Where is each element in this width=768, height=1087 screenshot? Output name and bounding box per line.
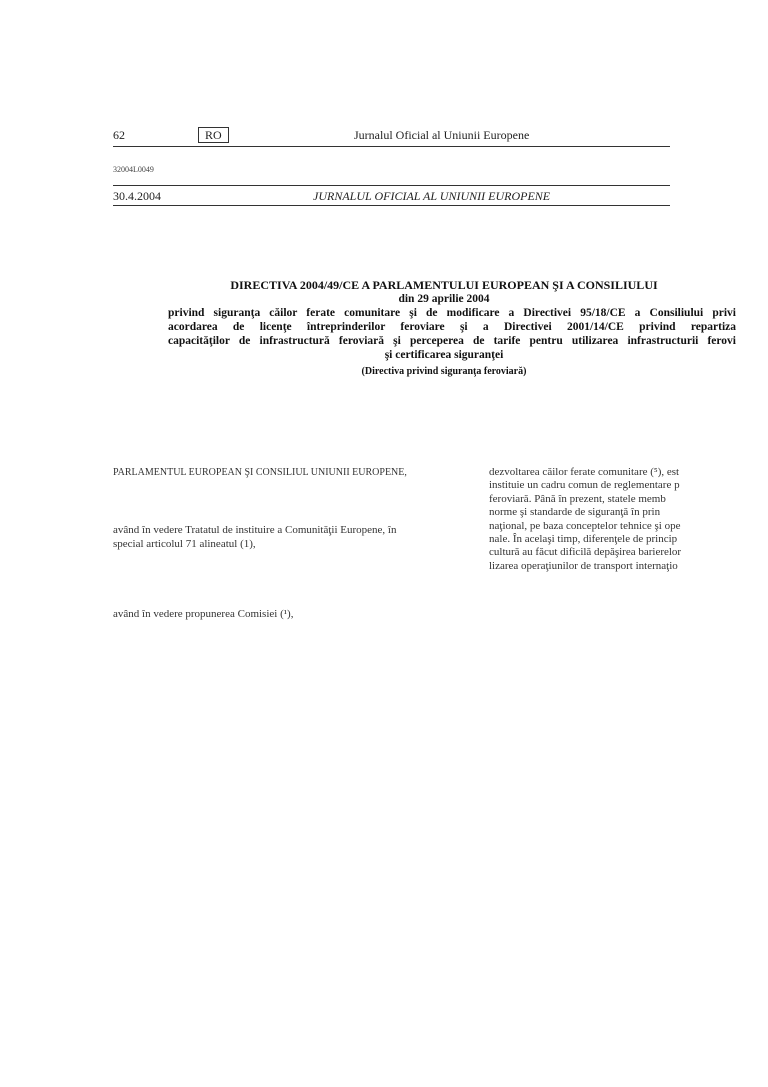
right-column-line: instituie un cadru comun de reglementare p xyxy=(489,479,680,492)
celex-number: 32004L0049 xyxy=(113,165,154,174)
recital-treaty-line-2: special articolul 71 alineatul (1), xyxy=(113,538,256,550)
right-column-line: cultură au făcut dificilă depăşirea barierelor xyxy=(489,546,682,559)
title-subtitle: (Directiva privind siguranţa feroviară) xyxy=(361,366,527,377)
header-rule xyxy=(113,146,670,147)
date-rule xyxy=(113,205,670,206)
right-column-line: lizarea operaţiunilor de transport internaţio xyxy=(489,559,678,572)
title-line-6: şi certificarea siguranţei xyxy=(384,349,504,361)
right-column-line: feroviară. Până în prezent, statele memb xyxy=(489,492,666,505)
title-line-3: privind siguranţa căilor ferate comunitare şi de modificare a Directivei 95/18/CE a Consiliului privi xyxy=(168,307,736,319)
journal-title-caps: JURNALUL OFICIAL AL UNIUNII EUROPENE xyxy=(313,189,551,203)
recital-treaty-line-1: având în vedere Tratatul de instituire a Comunităţii Europene, în xyxy=(113,524,397,536)
right-column-line: norme şi standarde de siguranţă în prin xyxy=(489,506,661,519)
language-badge: RO xyxy=(198,127,229,143)
recital-commission: având în vedere propunerea Comisiei (¹), xyxy=(113,608,294,620)
right-column-line: dezvoltarea căilor ferate comunitare (⁵), est xyxy=(489,466,680,478)
right-column-line: naţional, pe baza conceptelor tehnice şi ope xyxy=(489,519,681,532)
title-line-4: acordarea de licenţe întreprinderilor feroviare şi a Directivei 2001/14/CE privind repartiza xyxy=(168,321,736,333)
title-line-5: capacităţilor de infrastructură feroviară şi perceperea de tarife pentru utilizarea infrastructurii ferovi xyxy=(168,335,736,347)
journal-title: Jurnalul Oficial al Uniunii Europene xyxy=(354,128,530,142)
right-column-text xyxy=(489,466,768,573)
title-line-1: DIRECTIVA 2004/49/CE A PARLAMENTULUI EUROPEAN ŞI A CONSILIULUI xyxy=(230,278,658,292)
publication-date: 30.4.2004 xyxy=(113,189,161,203)
page-number: 62 xyxy=(113,128,125,142)
parliament-heading: PARLAMENTUL EUROPEAN ŞI CONSILIUL UNIUNII EUROPENE, xyxy=(113,467,407,478)
title-line-2: din 29 aprilie 2004 xyxy=(398,293,490,305)
celex-rule xyxy=(113,185,670,186)
recital-treaty xyxy=(113,523,397,551)
directive-title xyxy=(150,278,736,379)
right-column-line: nale. În acelaşi timp, diferenţele de princip xyxy=(489,533,678,546)
